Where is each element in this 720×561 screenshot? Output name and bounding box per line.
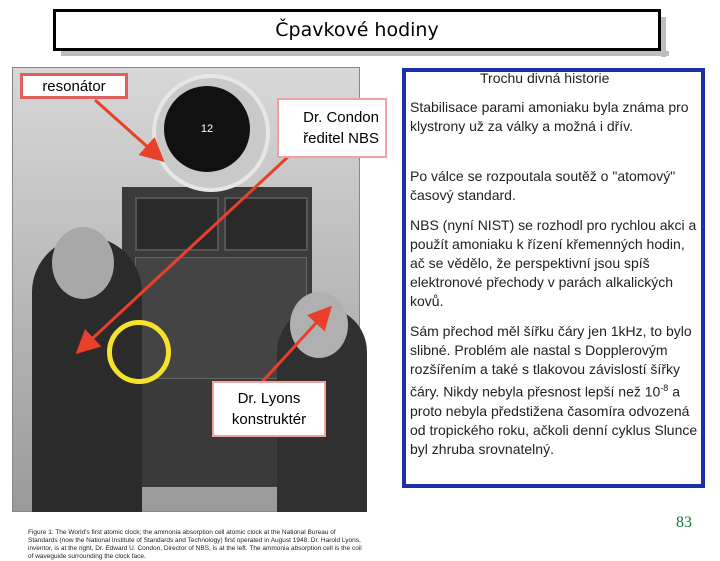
highlight-ring <box>107 320 171 384</box>
photo-caption: Figure 1: The World's first atomic clock; the ammonia absorption cell atomic clock at the National Bureau of Standards (now the National Institute of Standards and Technology) first operated in August 1948. Dr. Harold Lyons, inventor, is at the right, Dr. Edward U. Condon, Director of NBS, is at the left. The ammonia absorption cell is the coil of waveguide surrounding the clock face. <box>28 529 362 560</box>
p4-exponent: -8 <box>660 383 669 393</box>
history-paragraph-4 <box>410 322 702 459</box>
slide-title: Čpavkové hodiny <box>53 9 661 51</box>
condon-role: ředitel NBS <box>303 130 379 147</box>
person-condon-head <box>52 227 114 299</box>
history-paragraph-1: Stabilisace parami amoniaku byla známa pro klystrony už za války a možná i dřív. <box>410 99 689 134</box>
meter-panel-left <box>135 197 219 251</box>
meter-panel-right <box>224 197 308 251</box>
label-condon <box>277 98 387 158</box>
clock-face: 12 <box>164 86 250 172</box>
label-resonator: resonátor <box>20 73 128 99</box>
lyons-name: Dr. Lyons <box>237 390 301 407</box>
history-paragraph-3: NBS (nyní NIST) se rozhodl pro rychlou akci a použít amoniaku k řízení křemenných hodin, ač se vědělo, že perspektivní jsou spíš elektronové přechody v parách alkalických kovů. <box>410 217 697 309</box>
label-lyons <box>212 381 326 437</box>
condon-name: Dr. Condon <box>303 109 379 126</box>
page-number: 83 <box>676 514 692 531</box>
lyons-role: konstruktér <box>231 411 307 428</box>
person-lyons-head <box>290 292 348 358</box>
history-paragraph-2: Po válce se rozpoutala soutěž o "atomový" časový standard. <box>410 168 676 203</box>
p4-text-after: a proto nebyla předstižena časomíra odvozená od tropického roku, ačkoli denní cyklus Slunce byl zhruba srovnatelný. <box>410 383 698 457</box>
history-heading: Trochu divná historie <box>480 70 610 86</box>
p4-text-before: Sám přechod měl šířku čáry jen 1kHz, to bylo slibné. Problém ale nastal s Dopplerovým rozšířením a také s tlakovou závislostí šířky čáry. Nikdy nebyla přesnost lepší než 10 <box>410 323 692 400</box>
